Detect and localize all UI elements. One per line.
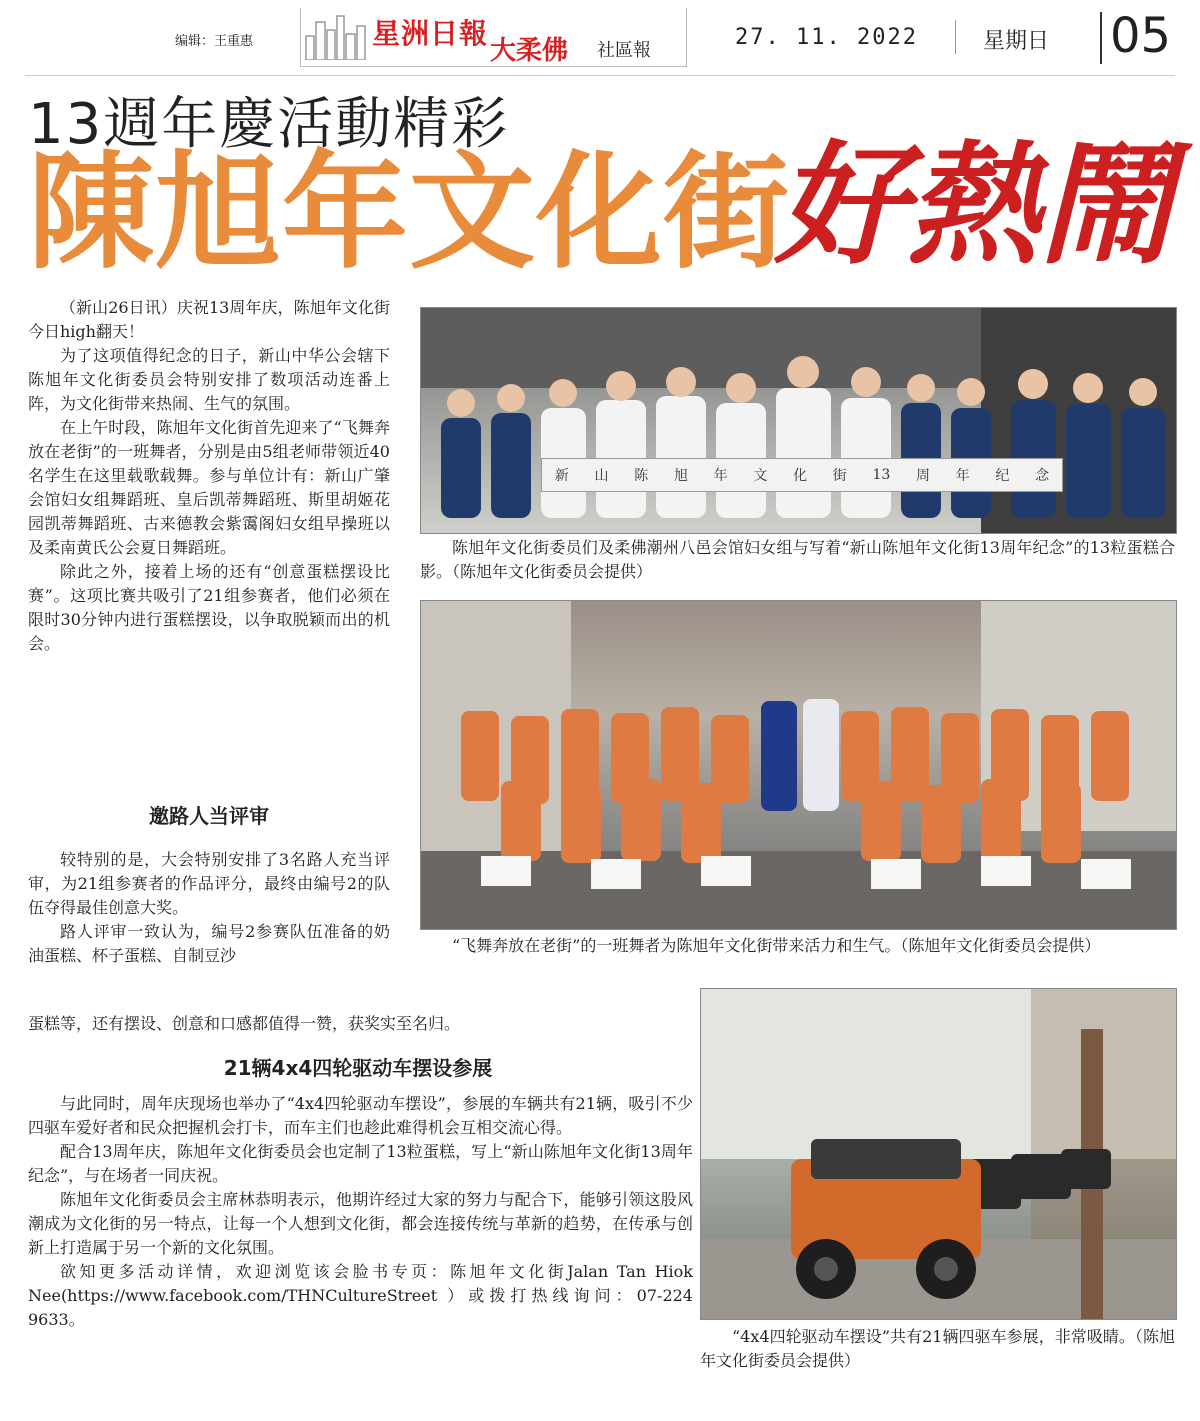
4x4-vehicles-photo xyxy=(700,988,1177,1320)
cake-label: 化 xyxy=(793,468,808,484)
cake-label: 街 xyxy=(832,468,847,484)
subheading: 邀路人当评审 xyxy=(149,804,269,828)
cake-label: 年 xyxy=(713,468,728,484)
paragraph: 较特别的是，大会特别安排了3名路人充当评审，为21组参赛者的作品评分，最终由编号2的队伍夺得最佳创意大奖。 xyxy=(28,850,390,917)
cake-label: 13 xyxy=(872,467,891,483)
paragraph: 路人评审一致认为，编号2参赛队伍准备的奶油蛋糕、杯子蛋糕、自制豆沙 xyxy=(28,922,390,965)
cake-label: 纪 xyxy=(995,468,1010,484)
paragraph: 欲知更多活动详情，欢迎浏览该会脸书专页：陈旭年文化街Jalan Tan Hiok Nee(https://www.facebook.com/THNCultureStreet ）或拨打热线询问：07-224 9633。 xyxy=(28,1262,693,1329)
cake-label: 山 xyxy=(594,468,609,484)
edition-name: 大柔佛 xyxy=(490,36,569,66)
page-number: 05 xyxy=(1110,8,1172,64)
cake-label: 旭 xyxy=(673,468,688,484)
header-divider xyxy=(1100,12,1102,64)
edition-subtitle: 社區報 xyxy=(597,40,651,61)
photo-caption: “飞舞奔放在老街”的一班舞者为陈旭年文化街带来活力和生气。（陈旭年文化街委员会提供） xyxy=(452,936,1101,955)
paragraph: （新山26日讯）庆祝13周年庆，陈旭年文化街今日high翻天！ xyxy=(28,298,390,341)
issue-date: 27. 11. 2022 xyxy=(735,25,918,50)
cake-label: 周 xyxy=(916,468,930,484)
dancers-group-photo xyxy=(420,600,1177,930)
paragraph: 陈旭年文化街委员会主席林恭明表示，他期许经过大家的努力与配合下，能够引领这股风潮成为文化街的另一特点，让每一个人想到文化街，都会连接传统与革新的趋势，在传承与创新上打造属于另一个新的文化氛围。 xyxy=(28,1190,693,1257)
paragraph-continuation: 蛋糕等，还有摆设、创意和口感都值得一赞，获奖实至名归。 xyxy=(28,1014,461,1033)
issue-weekday: 星期日 xyxy=(983,29,1050,54)
paragraph: 配合13周年庆，陈旭年文化街委员会也定制了13粒蛋糕，写上“新山陈旭年文化街13周年纪念”，与在场者一同庆祝。 xyxy=(28,1142,693,1185)
paragraph: 在上午时段，陈旭年文化街首先迎来了“飞舞奔放在老街”的一班舞者，分别是由5组老师带领近40名学生在这里载歌载舞。参与单位计有：新山广肇会馆妇女组舞蹈班、皇后凯蒂舞蹈班、斯里胡姬花园凯蒂舞蹈班、古来德教会紫霭阁妇女组早操班以及柔南黄氏公会夏日舞蹈班。 xyxy=(28,418,390,557)
headline-main: 陳旭年文化街 xyxy=(28,139,790,286)
editor-credit: 编辑：王重惠 xyxy=(175,34,254,49)
paper-name: 星洲日報 xyxy=(372,17,489,50)
article-section1 xyxy=(28,848,390,968)
header-divider xyxy=(955,20,956,54)
cake-label: 年 xyxy=(955,468,970,484)
paragraph: 与此同时，周年庆现场也举办了“4x4四轮驱动车摆设”，参展的车辆共有21辆，吸引不少四驱车爱好者和民众把握机会打卡，而车主们也趁此难得机会互相交流心得。 xyxy=(28,1094,693,1137)
group-photo-illustration xyxy=(421,308,1176,533)
dancers-photo-illustration xyxy=(421,601,1176,929)
header-rule xyxy=(25,75,1175,76)
cake-banner xyxy=(541,458,1063,492)
group-photo-cakes xyxy=(420,307,1177,534)
cake-label: 陈 xyxy=(634,468,649,484)
article-lead xyxy=(28,296,390,656)
headline-kicker: 13週年慶活動精彩 xyxy=(28,92,510,157)
skyline-logo-icon xyxy=(304,14,374,60)
cake-label: 念 xyxy=(1035,468,1050,484)
paragraph: 除此之外，接着上场的还有“创意蛋糕摆设比赛”。这项比赛共吸引了21组参赛者，他们必须在限时30分钟内进行蛋糕摆设，以争取脱颖而出的机会。 xyxy=(28,562,390,653)
paragraph: 为了这项值得纪念的日子，新山中华公会辖下陈旭年文化街委员会特别安排了数项活动连番上阵，为文化街带来热闹、生气的氛围。 xyxy=(28,346,390,413)
photo-caption: 陈旭年文化街委员们及柔佛潮州八邑会馆妇女组与写着“新山陈旭年文化街13周年纪念”的13粒蛋糕合影。（陈旭年文化街委员会提供） xyxy=(420,538,1175,581)
article-section2 xyxy=(28,1092,693,1332)
subheading: 21辆4x4四轮驱动车摆设参展 xyxy=(223,1056,493,1080)
cake-label: 新 xyxy=(554,468,569,484)
vehicles-photo-illustration xyxy=(701,989,1176,1319)
cake-label: 文 xyxy=(753,468,768,484)
photo-caption: “4x4四轮驱动车摆设”共有21辆四驱车参展，非常吸睛。（陈旭年文化街委员会提供） xyxy=(700,1327,1175,1370)
headline-red: 好熱鬧 xyxy=(775,128,1171,283)
